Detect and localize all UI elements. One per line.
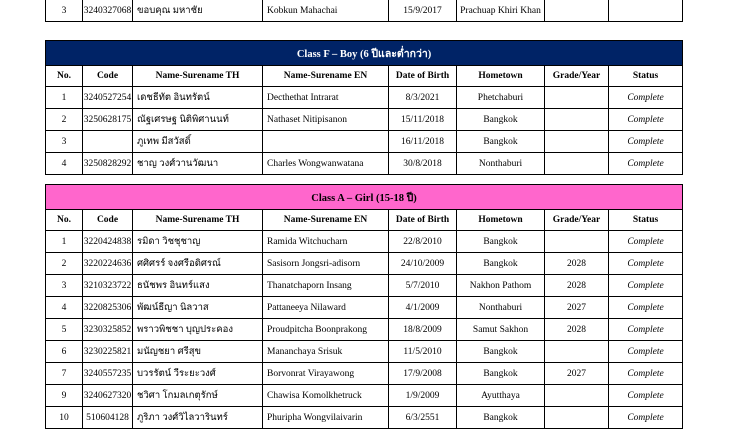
cell-code: 3220424838 bbox=[83, 231, 133, 253]
cell-grade: 2028 bbox=[545, 253, 609, 275]
class-f-rows bbox=[46, 87, 683, 175]
header-hometown: Hometown bbox=[457, 210, 545, 231]
cell-status: Complete bbox=[609, 109, 683, 131]
cell-name-th: ชาญ วงศ์วานวัฒนา bbox=[133, 153, 263, 175]
header-grade: Grade/Year bbox=[545, 210, 609, 231]
table-row bbox=[46, 319, 683, 341]
cell-name-th: รมิดา วิชชุชาญ bbox=[133, 231, 263, 253]
cell-status: Complete bbox=[609, 231, 683, 253]
table-row bbox=[46, 0, 683, 22]
table-row bbox=[46, 87, 683, 109]
cell-name-en bbox=[263, 131, 389, 153]
cell-code: 3250828292 bbox=[83, 153, 133, 175]
class-a-rows bbox=[46, 231, 683, 429]
cell-code: 3250628175 bbox=[83, 109, 133, 131]
header-code: Code bbox=[83, 66, 133, 87]
cell-name-en: Charles Wongwanwatana bbox=[263, 153, 389, 175]
cell-grade bbox=[545, 87, 609, 109]
cell-hometown: Nonthaburi bbox=[457, 153, 545, 175]
cell-dob: 15/9/2017 bbox=[389, 0, 457, 22]
cell-status: Complete bbox=[609, 131, 683, 153]
cell-grade bbox=[545, 385, 609, 407]
cell-hometown: Bangkok bbox=[457, 363, 545, 385]
cell-name-th: ขอบคุณ มหาชัย bbox=[133, 0, 263, 22]
cell-dob: 22/8/2010 bbox=[389, 231, 457, 253]
cell-name-th: พัฒน์ธีญา นิลวาส bbox=[133, 297, 263, 319]
cell-name-th: ศศิศรร์ จงศรีอดิศรณ์ bbox=[133, 253, 263, 275]
cell-name-th: ภูริภา วงศ์วิไลวารินทร์ bbox=[133, 407, 263, 429]
table-row bbox=[46, 153, 683, 175]
column-header-row bbox=[46, 210, 683, 231]
column-header-row bbox=[46, 66, 683, 87]
cell-code: 3240627320 bbox=[83, 385, 133, 407]
cell-name-en: Pattaneeya Nilaward bbox=[263, 297, 389, 319]
cell-hometown: Bangkok bbox=[457, 131, 545, 153]
cell-hometown: Phetchaburi bbox=[457, 87, 545, 109]
cell-no: 4 bbox=[46, 297, 83, 319]
cell-name-en: Ramida Witchucharn bbox=[263, 231, 389, 253]
table-row bbox=[46, 407, 683, 429]
cell-hometown: Bangkok bbox=[457, 341, 545, 363]
cell-name-th: ธนัชพร อินทร์แสง bbox=[133, 275, 263, 297]
header-status: Status bbox=[609, 66, 683, 87]
cell-code: 3230225821 bbox=[83, 341, 133, 363]
cell-no: 4 bbox=[46, 153, 83, 175]
header-name-th: Name-Surename TH bbox=[133, 66, 263, 87]
header-code: Code bbox=[83, 210, 133, 231]
cell-status bbox=[609, 0, 683, 22]
class-a-table bbox=[45, 184, 683, 429]
cell-hometown: Bangkok bbox=[457, 231, 545, 253]
cell-dob: 11/5/2010 bbox=[389, 341, 457, 363]
cell-grade: 2027 bbox=[545, 297, 609, 319]
cell-dob: 17/9/2008 bbox=[389, 363, 457, 385]
cell-dob: 15/11/2018 bbox=[389, 109, 457, 131]
header-dob: Date of Birth bbox=[389, 66, 457, 87]
cell-dob: 1/9/2009 bbox=[389, 385, 457, 407]
cell-grade bbox=[545, 153, 609, 175]
cell-dob: 24/10/2009 bbox=[389, 253, 457, 275]
cell-name-en: Nathaset Nitipisanon bbox=[263, 109, 389, 131]
previous-class-rows bbox=[46, 0, 683, 22]
cell-grade bbox=[545, 109, 609, 131]
cell-grade bbox=[545, 407, 609, 429]
cell-code: 3240327068 bbox=[83, 0, 133, 22]
cell-no: 2 bbox=[46, 253, 83, 275]
class-f-table bbox=[45, 40, 683, 175]
header-name-en: Name-Surename EN bbox=[263, 66, 389, 87]
cell-hometown: Bangkok bbox=[457, 109, 545, 131]
cell-hometown: Samut Sakhon bbox=[457, 319, 545, 341]
cell-dob: 5/7/2010 bbox=[389, 275, 457, 297]
cell-code: 510604128 bbox=[83, 407, 133, 429]
cell-name-en: Thanatchaporn Insang bbox=[263, 275, 389, 297]
cell-name-th: มนัญชยา ศรีสุข bbox=[133, 341, 263, 363]
class-a-title: Class A – Girl (15-18 ปี) bbox=[46, 185, 683, 210]
cell-status: Complete bbox=[609, 87, 683, 109]
cell-status: Complete bbox=[609, 153, 683, 175]
class-f-title: Class F – Boy (6 ปีและต่ำกว่า) bbox=[46, 41, 683, 66]
table-row bbox=[46, 253, 683, 275]
cell-name-th: พราวพิชชา บุญประคอง bbox=[133, 319, 263, 341]
cell-no: 1 bbox=[46, 87, 83, 109]
cell-name-en: Kobkun Mahachai bbox=[263, 0, 389, 22]
header-status: Status bbox=[609, 210, 683, 231]
table-row bbox=[46, 131, 683, 153]
cell-dob: 16/11/2018 bbox=[389, 131, 457, 153]
header-hometown: Hometown bbox=[457, 66, 545, 87]
previous-class-table bbox=[45, 0, 683, 22]
cell-name-th: เดชธีทัต อินทรัตน์ bbox=[133, 87, 263, 109]
table-row bbox=[46, 275, 683, 297]
cell-no: 5 bbox=[46, 319, 83, 341]
table-row bbox=[46, 231, 683, 253]
cell-grade: 2027 bbox=[545, 363, 609, 385]
cell-code: 3220825306 bbox=[83, 297, 133, 319]
cell-name-th: ภูเทพ มีสวัสดิ์ bbox=[133, 131, 263, 153]
cell-status: Complete bbox=[609, 407, 683, 429]
cell-name-en: Proudpitcha Boonprakong bbox=[263, 319, 389, 341]
cell-code: 3220224636 bbox=[83, 253, 133, 275]
header-name-en: Name-Surename EN bbox=[263, 210, 389, 231]
cell-hometown: Bangkok bbox=[457, 407, 545, 429]
cell-no: 9 bbox=[46, 385, 83, 407]
cell-no: 3 bbox=[46, 131, 83, 153]
cell-status: Complete bbox=[609, 275, 683, 297]
cell-dob: 8/3/2021 bbox=[389, 87, 457, 109]
cell-hometown: Prachuap Khiri Khan bbox=[457, 0, 545, 22]
cell-no: 3 bbox=[46, 275, 83, 297]
table-row bbox=[46, 297, 683, 319]
cell-hometown: Nonthaburi bbox=[457, 297, 545, 319]
cell-name-en: Chawisa Komolkhetruck bbox=[263, 385, 389, 407]
header-name-th: Name-Surename TH bbox=[133, 210, 263, 231]
table-row bbox=[46, 109, 683, 131]
cell-code bbox=[83, 131, 133, 153]
table-row bbox=[46, 385, 683, 407]
cell-code: 3240557235 bbox=[83, 363, 133, 385]
cell-no: 10 bbox=[46, 407, 83, 429]
cell-status: Complete bbox=[609, 297, 683, 319]
cell-grade bbox=[545, 131, 609, 153]
cell-grade: 2028 bbox=[545, 275, 609, 297]
cell-name-en: Borvonrat Virayawong bbox=[263, 363, 389, 385]
cell-dob: 6/3/2551 bbox=[389, 407, 457, 429]
cell-grade bbox=[545, 341, 609, 363]
cell-code: 3230325852 bbox=[83, 319, 133, 341]
cell-status: Complete bbox=[609, 253, 683, 275]
cell-hometown: Bangkok bbox=[457, 253, 545, 275]
cell-dob: 18/8/2009 bbox=[389, 319, 457, 341]
header-dob: Date of Birth bbox=[389, 210, 457, 231]
cell-name-en: Sasisorn Jongsri-adisorn bbox=[263, 253, 389, 275]
cell-no: 1 bbox=[46, 231, 83, 253]
class-f-header-band bbox=[46, 41, 683, 66]
header-no: No. bbox=[46, 210, 83, 231]
cell-hometown: Nakhon Pathom bbox=[457, 275, 545, 297]
cell-no: 2 bbox=[46, 109, 83, 131]
cell-code: 3240527254 bbox=[83, 87, 133, 109]
cell-name-th: บวรรัตน์ วีระยะวงศ์ bbox=[133, 363, 263, 385]
cell-name-en: Decthethat Intrarat bbox=[263, 87, 389, 109]
cell-no: 6 bbox=[46, 341, 83, 363]
cell-no: 3 bbox=[46, 0, 83, 22]
cell-grade: 2028 bbox=[545, 319, 609, 341]
cell-status: Complete bbox=[609, 385, 683, 407]
cell-grade bbox=[545, 0, 609, 22]
cell-name-en: Mananchaya Srisuk bbox=[263, 341, 389, 363]
table-row bbox=[46, 341, 683, 363]
cell-dob: 4/1/2009 bbox=[389, 297, 457, 319]
cell-status: Complete bbox=[609, 341, 683, 363]
cell-dob: 30/8/2018 bbox=[389, 153, 457, 175]
cell-no: 7 bbox=[46, 363, 83, 385]
cell-name-th: ชวิศา โกมลเกตุรักษ์ bbox=[133, 385, 263, 407]
cell-name-th: ณัฐเศรษฐ นิติพิศานนท์ bbox=[133, 109, 263, 131]
class-a-header-band bbox=[46, 185, 683, 210]
cell-hometown: Ayutthaya bbox=[457, 385, 545, 407]
cell-code: 3210323722 bbox=[83, 275, 133, 297]
table-row bbox=[46, 363, 683, 385]
header-grade: Grade/Year bbox=[545, 66, 609, 87]
header-no: No. bbox=[46, 66, 83, 87]
cell-status: Complete bbox=[609, 363, 683, 385]
cell-status: Complete bbox=[609, 319, 683, 341]
cell-name-en: Phuripha Wongvilaivarin bbox=[263, 407, 389, 429]
cell-grade bbox=[545, 231, 609, 253]
